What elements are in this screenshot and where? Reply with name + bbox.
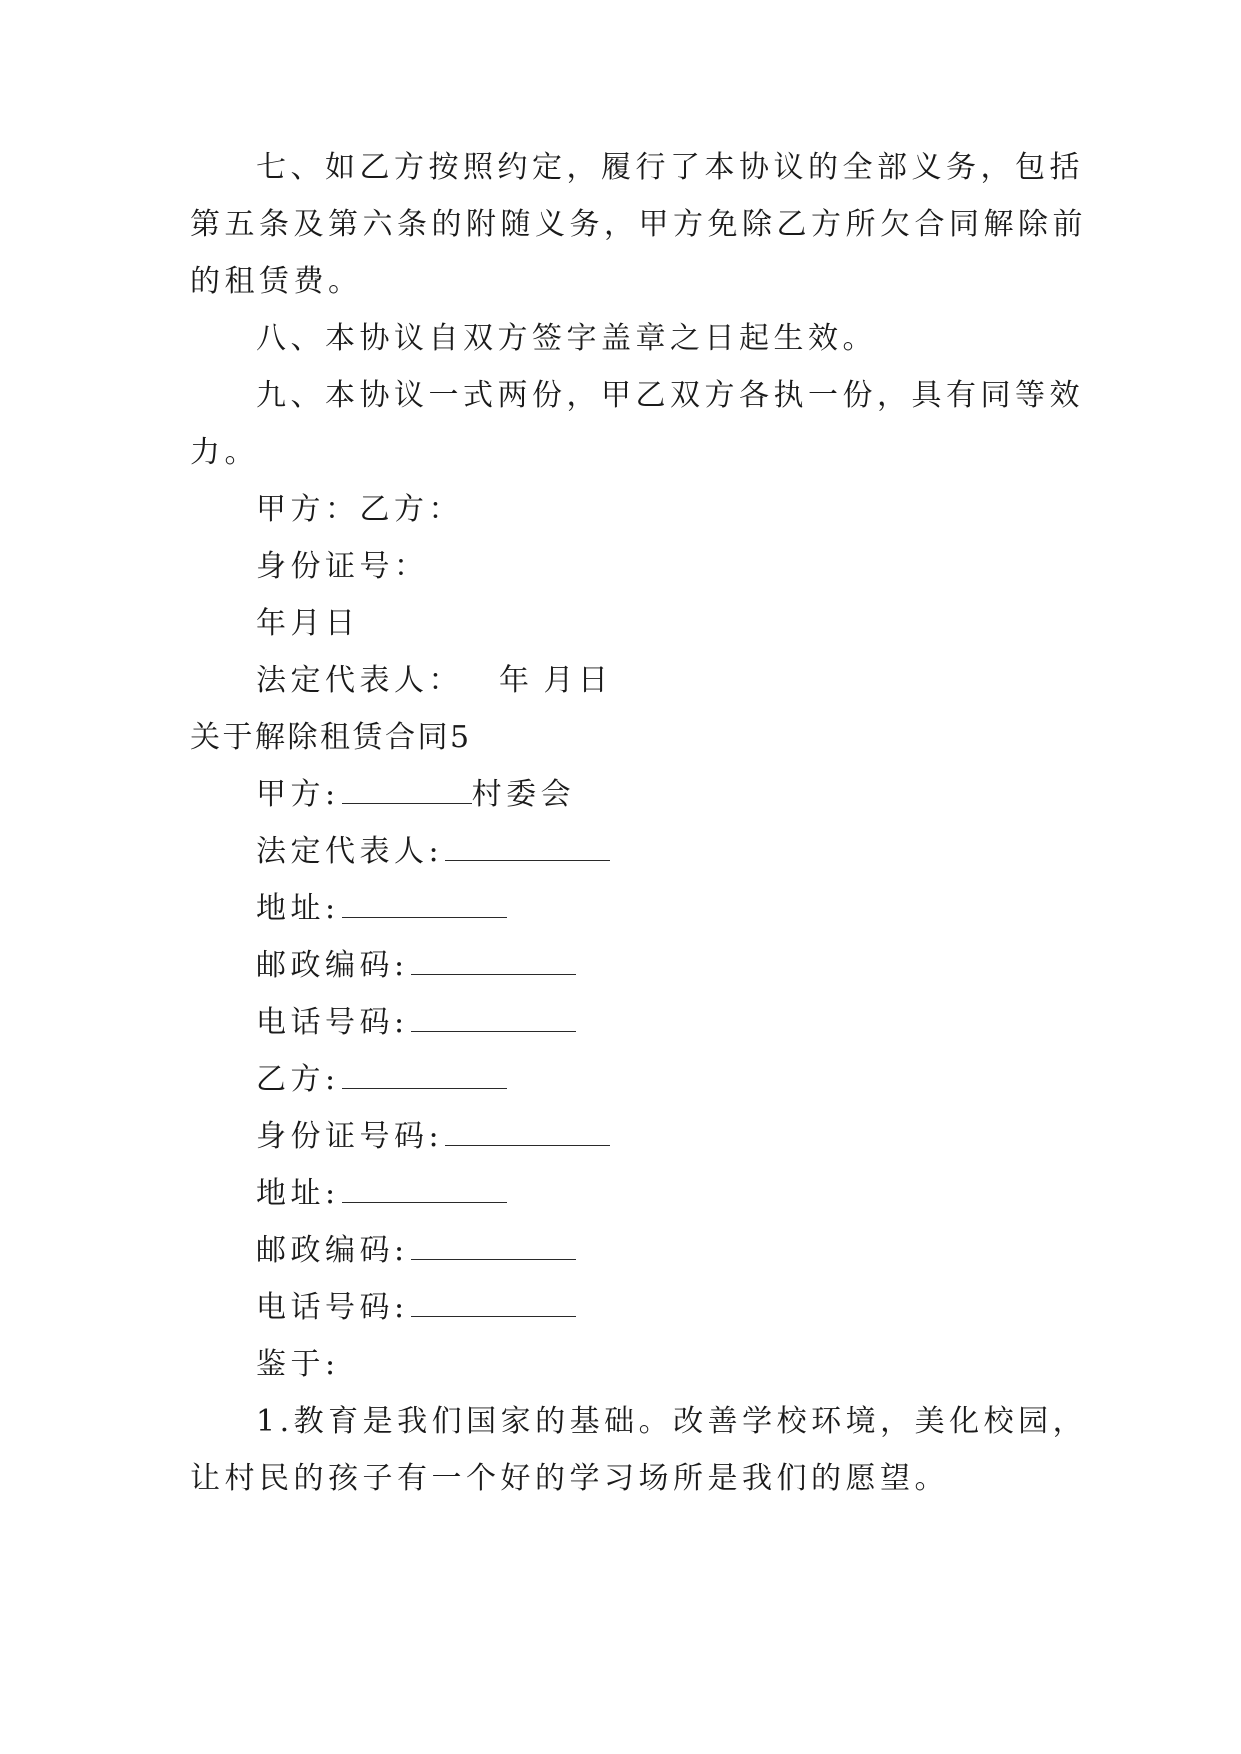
- whereas-label: 鉴于:: [256, 1347, 340, 1382]
- party-a-address-blank: [342, 891, 507, 918]
- signature-parties: 甲方：乙方：: [256, 492, 463, 527]
- party-b-line: [256, 1060, 507, 1100]
- party-b-phone-label: 电话号码:: [256, 1290, 409, 1325]
- party-b-address-line: [256, 1174, 507, 1214]
- paragraph-9-line-2: 力。: [190, 435, 259, 470]
- party-b-id-blank: [445, 1119, 610, 1146]
- party-a-phone-blank: [411, 1005, 576, 1032]
- party-b-name-blank: [342, 1062, 507, 1089]
- paragraph-9-line-1: 九、本协议一式两份，甲乙双方各执一份，具有同等效: [256, 378, 1084, 413]
- party-b-id-label: 身份证号码:: [256, 1119, 444, 1154]
- signature-legal-rep-line: [256, 661, 613, 701]
- party-a-address-line: [256, 889, 507, 929]
- paragraph-7-line-2: 第五条及第六条的附随义务，甲方免除乙方所欠合同解除前: [190, 207, 1087, 242]
- party-b-postcode-blank: [411, 1233, 576, 1260]
- party-b-phone-line: [256, 1288, 576, 1328]
- party-a-phone-label: 电话号码:: [256, 1005, 409, 1040]
- party-a-postcode-blank: [411, 948, 576, 975]
- party-a-label: 甲方:: [256, 777, 340, 812]
- party-a-phone-line: [256, 1003, 576, 1043]
- party-a-postcode-line: [256, 946, 576, 986]
- party-a-legal-rep-label: 法定代表人:: [256, 834, 444, 869]
- paragraph-7-line-1: 七、如乙方按照约定，履行了本协议的全部义务，包括: [256, 150, 1084, 185]
- signature-legal-rep-monthday: 月日: [543, 663, 613, 698]
- paragraph-8: 八、本协议自双方签字盖章之日起生效。: [256, 321, 877, 356]
- signature-legal-rep-year: 年: [499, 663, 534, 698]
- party-b-postcode-label: 邮政编码:: [256, 1233, 409, 1268]
- party-a-legal-rep-blank: [445, 834, 610, 861]
- signature-date: 年月日: [256, 606, 360, 641]
- party-a-suffix: 村委会: [471, 777, 576, 812]
- party-a-line: [256, 775, 575, 815]
- party-a-address-label: 地址:: [256, 891, 340, 926]
- whereas-item-1-line-1: 1.教育是我们国家的基础。改善学校环境，美化校园，: [256, 1404, 1088, 1439]
- signature-id-number: 身份证号：: [256, 549, 429, 584]
- party-b-label: 乙方:: [256, 1062, 340, 1097]
- paragraph-7-line-3: 的租赁费。: [190, 264, 363, 299]
- whereas-item-1-line-2: 让村民的孩子有一个好的学习场所是我们的愿望。: [190, 1461, 949, 1496]
- party-b-address-blank: [342, 1176, 507, 1203]
- party-a-legal-rep-line: [256, 832, 610, 872]
- party-b-phone-blank: [411, 1290, 576, 1317]
- party-b-postcode-line: [256, 1231, 576, 1271]
- section-title: 关于解除租赁合同5: [190, 720, 472, 755]
- party-b-address-label: 地址:: [256, 1176, 340, 1211]
- party-a-postcode-label: 邮政编码:: [256, 948, 409, 983]
- signature-legal-rep-label: 法定代表人：: [256, 663, 463, 698]
- party-a-name-blank: [342, 777, 472, 804]
- party-b-id-line: [256, 1117, 610, 1157]
